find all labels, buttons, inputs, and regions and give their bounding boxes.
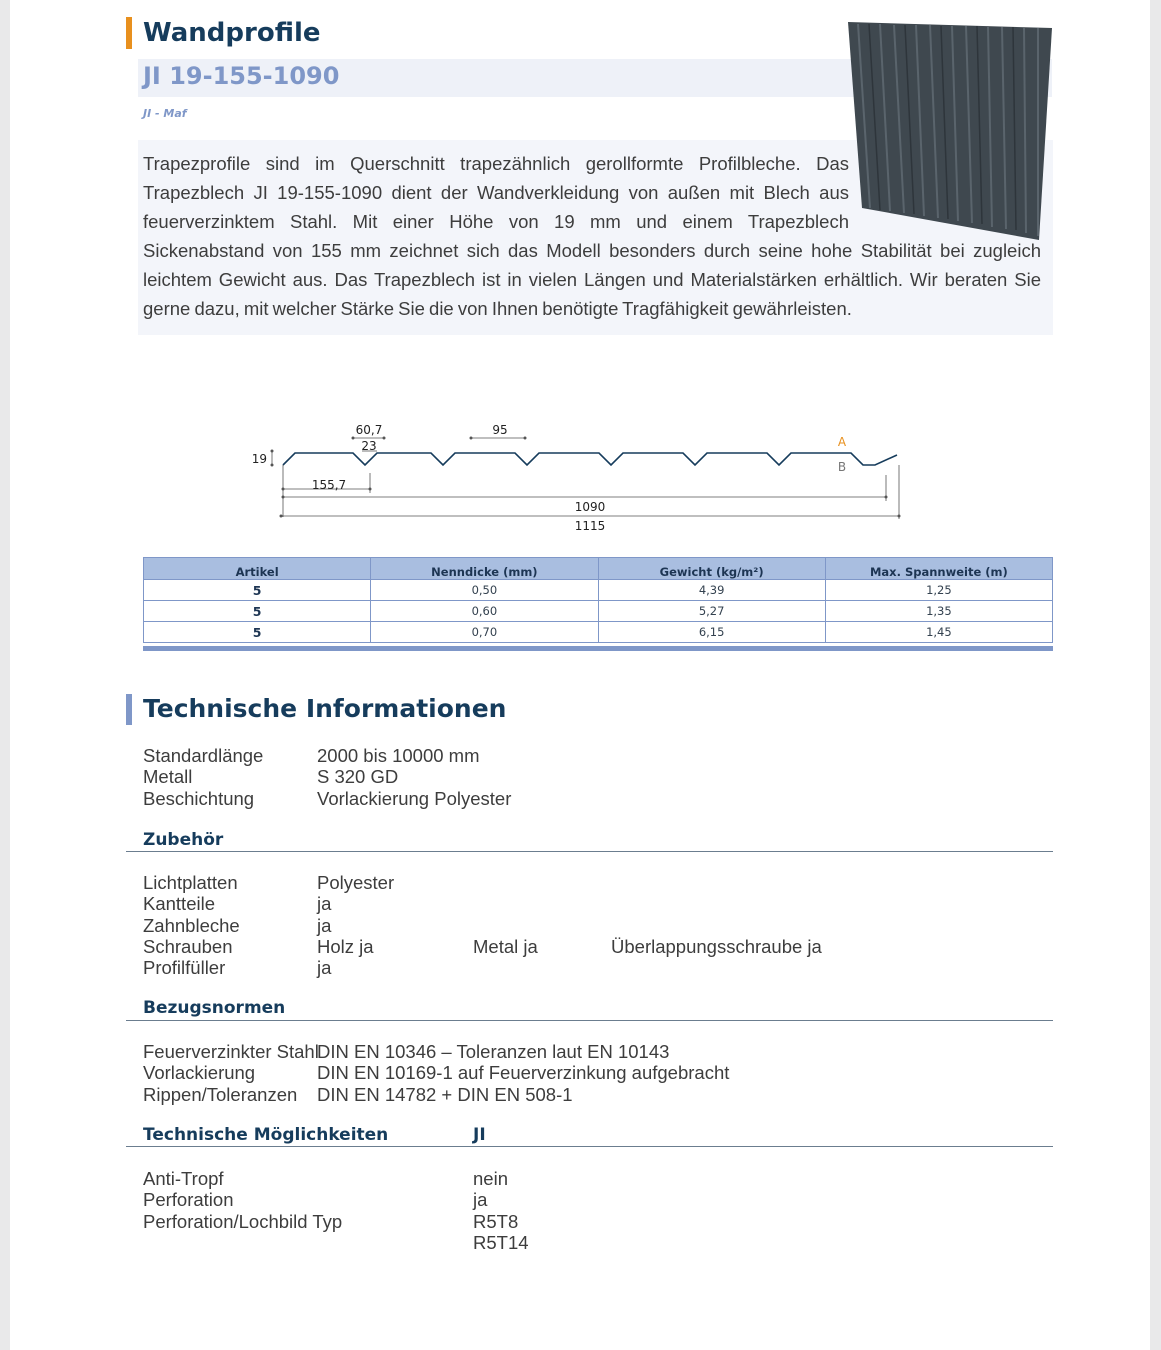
possibilities-heading: Technische Möglichkeiten — [143, 1125, 389, 1145]
edge-parts-label: Kantteile — [143, 893, 215, 915]
coating-label: Beschichtung — [143, 787, 255, 809]
tooth-sheets-value: ja — [317, 914, 332, 936]
side-b-label: B — [837, 460, 847, 474]
specification-table — [143, 557, 1053, 643]
profile-filler-label: Profilfüller — [143, 957, 226, 979]
profile-filler-value: ja — [317, 957, 332, 979]
hole-pattern-value-1: R5T8 — [473, 1210, 519, 1232]
profile-cross-section-diagram — [235, 415, 915, 540]
screws-wood-value: Holz ja — [317, 935, 374, 957]
dim-pitch: 155,7 — [311, 478, 347, 492]
cell-nenndicke: 0,50 — [371, 580, 598, 601]
screws-metal-value: Metal ja — [473, 935, 538, 957]
light-panels-label: Lichtplatten — [143, 872, 238, 893]
table-row — [144, 580, 1053, 601]
coating-value: Vorlackierung Polyester — [317, 787, 512, 809]
cell-gewicht: 5,27 — [598, 601, 825, 622]
cell-artikel: 5 — [144, 580, 371, 601]
perforation-label: Perforation — [143, 1189, 234, 1211]
cell-gewicht: 4,39 — [598, 580, 825, 601]
header-nenndicke: Nenndicke (mm) — [371, 558, 598, 580]
description-text: Trapezprofile sind im Querschnitt trapezähnlich gerollformte Profilbleche. Das Trapezblech JI 19-155-1090 dient der Wandverkleidung von außen mit Blech aus feuerverzinktem Stahl. Mit einer Höhe von 19 mm und einem Trapezblech Sickenabstand von 155 mm zeichnet sich das Modell besonders durch seine hohe Stabilität bei zugleich leichtem Gewicht aus. Das Trapezblech ist in vielen Längen und Materialstärken erhältlich. Wir beraten Sie gerne dazu, mit welcher Stärke Sie die von Ihnen benötigte Tragfähigkeit gewährleisten. — [143, 153, 1041, 319]
standard-length-label: Standardlänge — [143, 745, 264, 766]
metal-value: S 320 GD — [317, 766, 399, 788]
trapezoid-sheet-image — [844, 18, 1056, 240]
possibilities-divider — [126, 1146, 1053, 1147]
header-gewicht: Gewicht (kg/m²) — [598, 558, 825, 580]
table-row — [144, 622, 1053, 643]
light-panels-value: Polyester — [317, 872, 395, 893]
cell-gewicht: 6,15 — [598, 622, 825, 643]
cell-nenndicke: 0,60 — [371, 601, 598, 622]
side-a-label: A — [837, 435, 847, 449]
table-header-row — [144, 558, 1053, 580]
anti-drip-label: Anti-Tropf — [143, 1168, 224, 1189]
accessories-heading: Zubehör — [143, 830, 224, 850]
manufacturer-label: JI - Maf — [143, 107, 187, 120]
galvanized-label: Feuerverzinkter Stahl — [143, 1041, 319, 1062]
galvanized-value: DIN EN 10346 – Toleranzen laut EN 10143 — [317, 1041, 670, 1062]
header-artikel: Artikel — [144, 558, 371, 580]
table-row — [144, 601, 1053, 622]
cell-spannweite: 1,35 — [825, 601, 1052, 622]
dim-cover-width: 1090 — [574, 500, 606, 514]
cell-artikel: 5 — [144, 601, 371, 622]
edge-parts-value: ja — [317, 893, 332, 915]
table-bottom-bar — [143, 646, 1053, 651]
anti-drip-value: nein — [473, 1168, 508, 1189]
ribs-value: DIN EN 14782 + DIN EN 508-1 — [317, 1083, 573, 1105]
dim-bottom-width: 23 — [361, 439, 377, 453]
cell-artikel: 5 — [144, 622, 371, 643]
document-page — [10, 0, 1150, 1350]
header-spannweite: Max. Spannweite (m) — [825, 558, 1052, 580]
hole-pattern-label: Perforation/Lochbild Typ — [143, 1210, 343, 1232]
standards-heading: Bezugsnormen — [143, 998, 286, 1018]
cell-spannweite: 1,45 — [825, 622, 1052, 643]
standards-divider — [126, 1020, 1053, 1021]
dim-total-width: 1115 — [574, 519, 606, 533]
tooth-sheets-label: Zahnbleche — [143, 914, 240, 936]
metal-label: Metall — [143, 766, 193, 788]
product-name: JI 19-155-1090 — [143, 62, 340, 90]
standard-length-value: 2000 bis 10000 mm — [317, 745, 480, 766]
cell-spannweite: 1,25 — [825, 580, 1052, 601]
section-accent-bar — [126, 694, 132, 725]
perforation-value: ja — [473, 1189, 488, 1211]
precoating-value: DIN EN 10169-1 auf Feuerverzinkung aufgebracht — [317, 1062, 730, 1084]
precoating-label: Vorlackierung — [143, 1062, 256, 1084]
title-accent-bar — [126, 17, 132, 49]
technical-info-title: Technische Informationen — [143, 694, 507, 723]
page-title: Wandprofile — [143, 18, 321, 48]
accessories-divider — [126, 851, 1053, 852]
dim-top-width: 60,7 — [355, 423, 383, 437]
dim-height: 19 — [251, 452, 267, 466]
screws-overlap-value: Überlappungsschraube ja — [611, 935, 822, 957]
cell-nenndicke: 0,70 — [371, 622, 598, 643]
ribs-label: Rippen/Toleranzen — [143, 1083, 298, 1105]
possibilities-column-label: JI — [473, 1125, 486, 1145]
screws-label: Schrauben — [143, 935, 233, 957]
hole-pattern-value-2: R5T14 — [473, 1231, 529, 1253]
dim-rib-top: 95 — [492, 423, 508, 437]
